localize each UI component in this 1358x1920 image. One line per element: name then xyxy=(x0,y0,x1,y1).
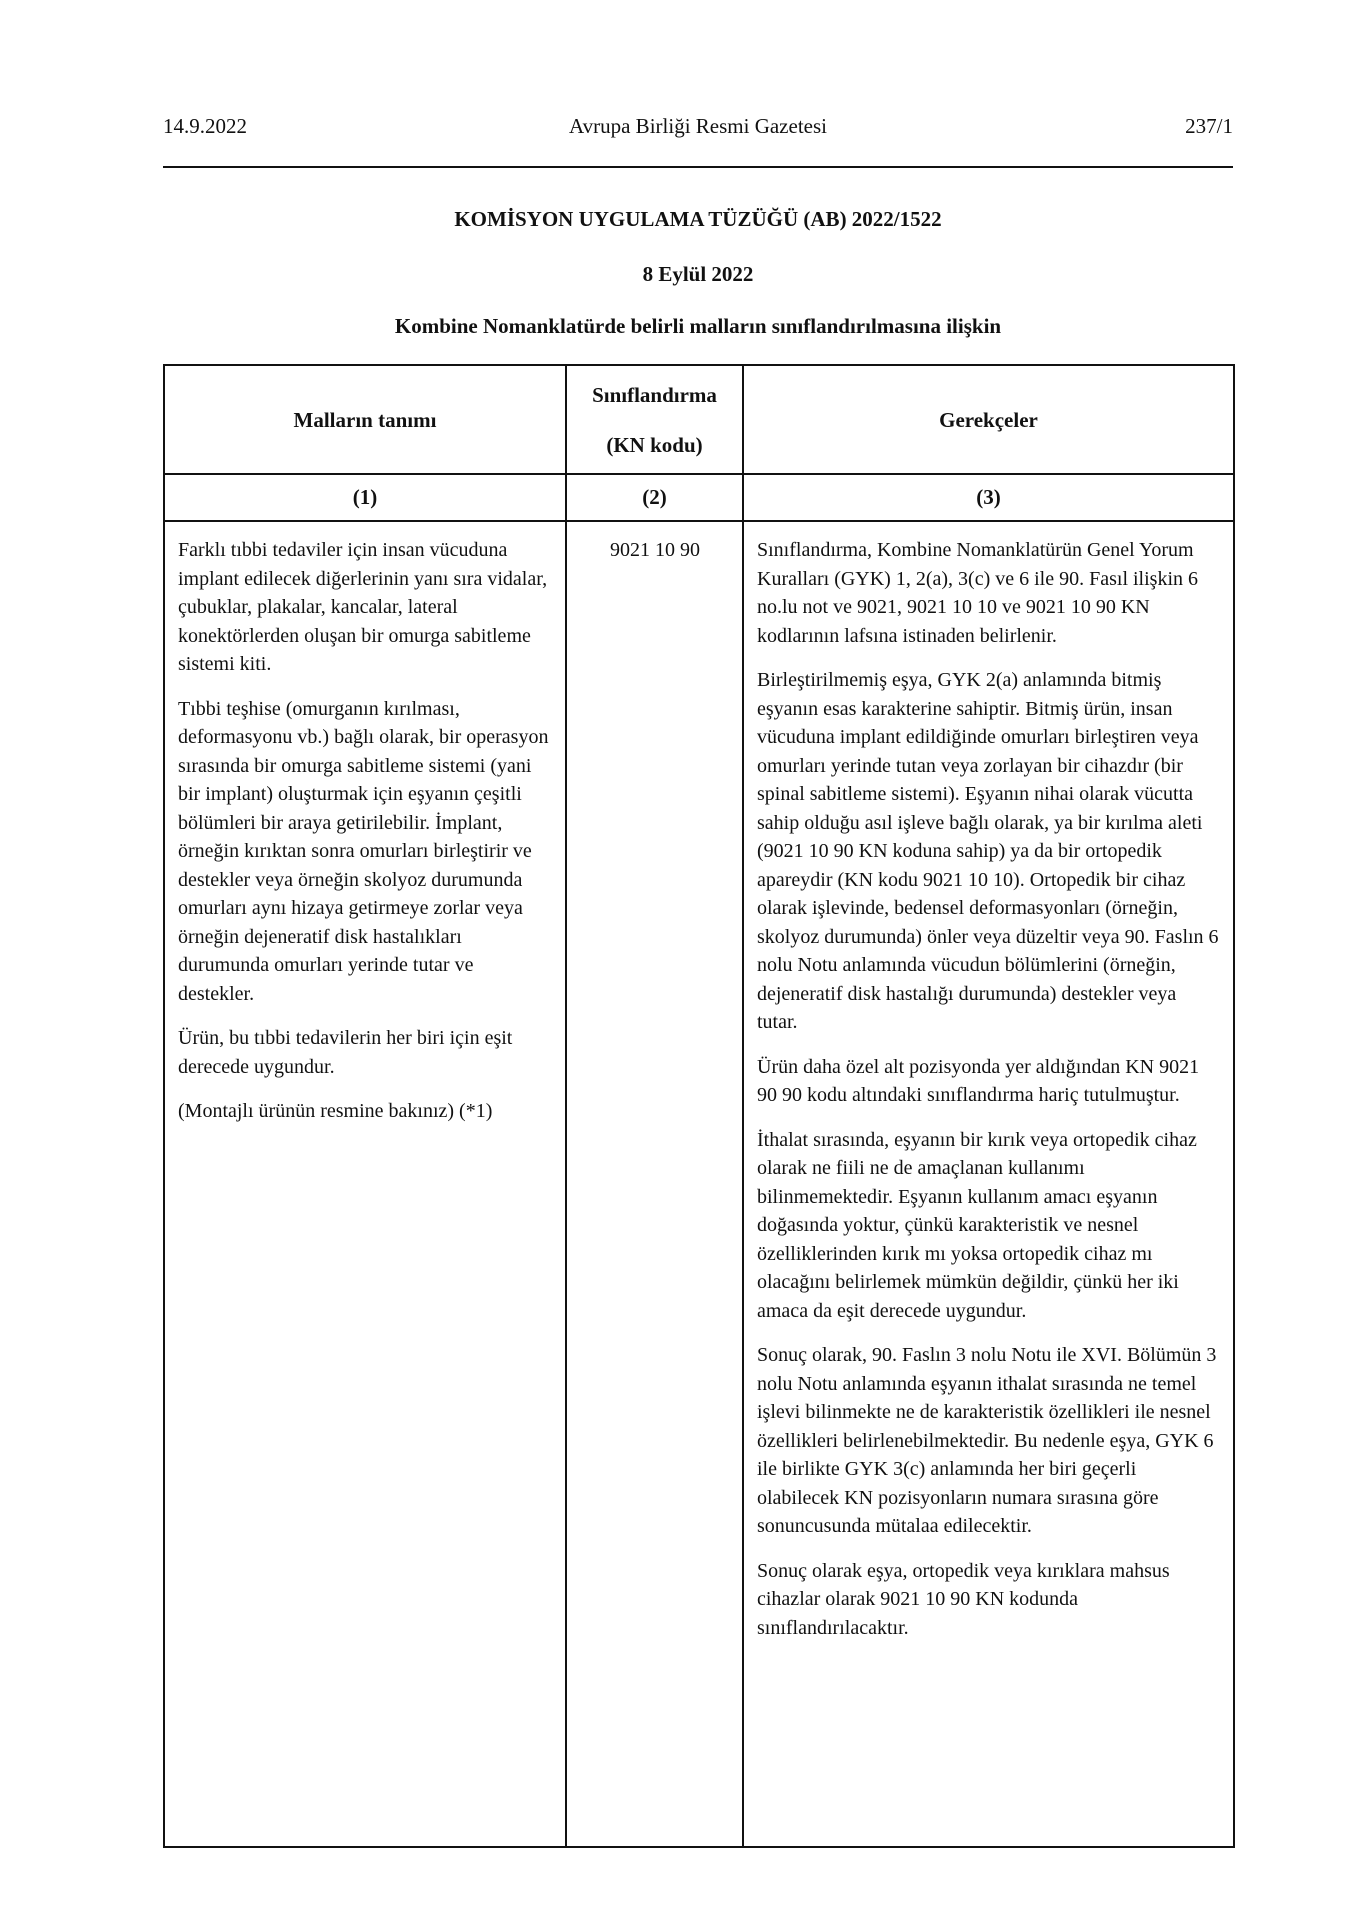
document-title: KOMİSYON UYGULAMA TÜZÜĞÜ (AB) 2022/1522 xyxy=(454,207,942,231)
reasons-cell xyxy=(743,521,1234,1847)
description-paragraph: Ürün, bu tıbbi tedavilerin her biri için eşit derecede uygundur. xyxy=(178,1027,513,1078)
column-number-2: (2) xyxy=(566,474,743,521)
reason-paragraph: Ürün daha özel alt pozisyonda yer aldığından KN 9021 90 90 kodu altındaki sınıflandırma hariç tutulmuştur. xyxy=(757,1055,1200,1106)
column-header-classification-line1: Sınıflandırma xyxy=(592,382,717,407)
column-header-classification xyxy=(566,365,743,474)
cn-code-cell xyxy=(566,521,743,1847)
cn-code: 9021 10 90 xyxy=(610,539,700,561)
column-number-3: (3) xyxy=(743,474,1234,521)
column-header-reasons: Gerekçeler xyxy=(743,365,1234,474)
column-number-row xyxy=(164,474,1234,521)
classification-table xyxy=(163,364,1235,1848)
column-header-description: Malların tanımı xyxy=(164,365,566,474)
header-date: 14.9.2022 xyxy=(163,114,247,138)
header-journal-name: Avrupa Birliği Resmi Gazetesi xyxy=(569,114,827,138)
description-image-reference: (Montajlı ürünün resmine bakınız) (*1) xyxy=(178,1100,493,1122)
description-paragraph: Tıbbi teşhise (omurganın kırılması, deformasyonu vb.) bağlı olarak, bir operasyon sırasında bir omurga sabitleme sistemi (yani bir implant) oluşturmak için eşyanın çeşitli bölümleri bir araya getirilebilir. İmplant, örneğin kırıktan sonra omurları birleştirir ve destekler veya örneğin skolyoz durumunda omurları aynı hizaya getirmeye zorlar veya örneğin dejeneratif disk hastalıkları durumunda omurları yerinde tutar ve destekler. xyxy=(178,697,549,1005)
header-divider xyxy=(163,166,1233,168)
description-paragraph: Farklı tıbbi tedaviler için insan vücuduna implant edilecek diğerlerinin yanı sıra vidalar, çubuklar, plakalar, kancalar, lateral konektörlerden oluşan bir omurga sabitleme sistemi kiti. xyxy=(178,539,548,675)
reason-paragraph: Sonuç olarak eşya, ortopedik veya kırıklara mahsus cihazlar olarak 9021 10 90 KN kodunda sınıflandırılacaktır. xyxy=(757,1559,1170,1639)
column-header-classification-line2: (KN kodu) xyxy=(606,432,703,457)
reason-paragraph: Sonuç olarak, 90. Faslın 3 nolu Notu ile XVI. Bölümün 3 nolu Notu anlamında eşyanın ithalat sırasında ne temel işlevi bilinmekte ne de karakteristik özellikleri ile nesnel özellikleri belirlenebilmektedir. Bu nedenle eşya, GYK 6 ile birlikte GYK 3(c) anlamında her biri geçerli olabilecek KN pozisyonların numara sırasına göre sonuncusunda mütalaa edilecektir. xyxy=(757,1344,1217,1537)
document-date: 8 Eylül 2022 xyxy=(642,262,754,286)
table-row xyxy=(164,521,1234,1847)
header-page-ref: 237/1 xyxy=(1185,114,1233,138)
document-subtitle: Kombine Nomanklatürde belirli malların sınıflandırılmasına ilişkin xyxy=(394,314,1002,338)
column-number-1: (1) xyxy=(164,474,566,521)
reason-paragraph: İthalat sırasında, eşyanın bir kırık veya ortopedik cihaz olarak ne fiili ne de amaçlanan kullanımı bilinmemektedir. Eşyanın kullanım amacı eşyanın doğasında yoktur, çünkü karakteristik ve nesnel özelliklerinden kırık mı yoksa ortopedik cihaz mı olacağını belirlemek mümkün değildir, çünkü her iki amaca da eşit derecede uygundur. xyxy=(757,1128,1197,1322)
reason-paragraph: Sınıflandırma, Kombine Nomanklatürün Genel Yorum Kuralları (GYK) 1, 2(a), 3(c) ve 6 ile 90. Fasıl ilişkin 6 no.lu not ve 9021, 9021 10 10 ve 9021 10 90 KN kodlarının lafsına istinaden belirlenir. xyxy=(757,539,1199,647)
description-cell xyxy=(164,521,566,1847)
page-header xyxy=(163,114,1233,144)
reason-paragraph: Birleştirilmemiş eşya, GYK 2(a) anlamında bitmiş eşyanın esas karakterine sahiptir. Bitmiş ürün, insan vücuduna implant edildiğinde omurları birleştiren veya omurları yerinde tutan veya zorlayan bir cihazdır (bir spinal sabitleme sistemi). Eşyanın nihai olarak vücutta sahip olduğu asıl işleve bağlı olarak, ya bir kırılma aleti (9021 10 90 KN koduna sahip) ya da bir ortopedik apareydir (KN kodu 9021 10 10). Ortopedik bir cihaz olarak işlevinde, bedensel deformasyonları (örneğin, skolyoz durumunda) önler veya düzeltir veya 90. Faslın 6 nolu Notu anlamında vücudun bölümlerini (örneğin, dejeneratif disk hastalığı durumunda) destekler veya tutar. xyxy=(757,669,1219,1033)
table-header-row xyxy=(164,365,1234,474)
